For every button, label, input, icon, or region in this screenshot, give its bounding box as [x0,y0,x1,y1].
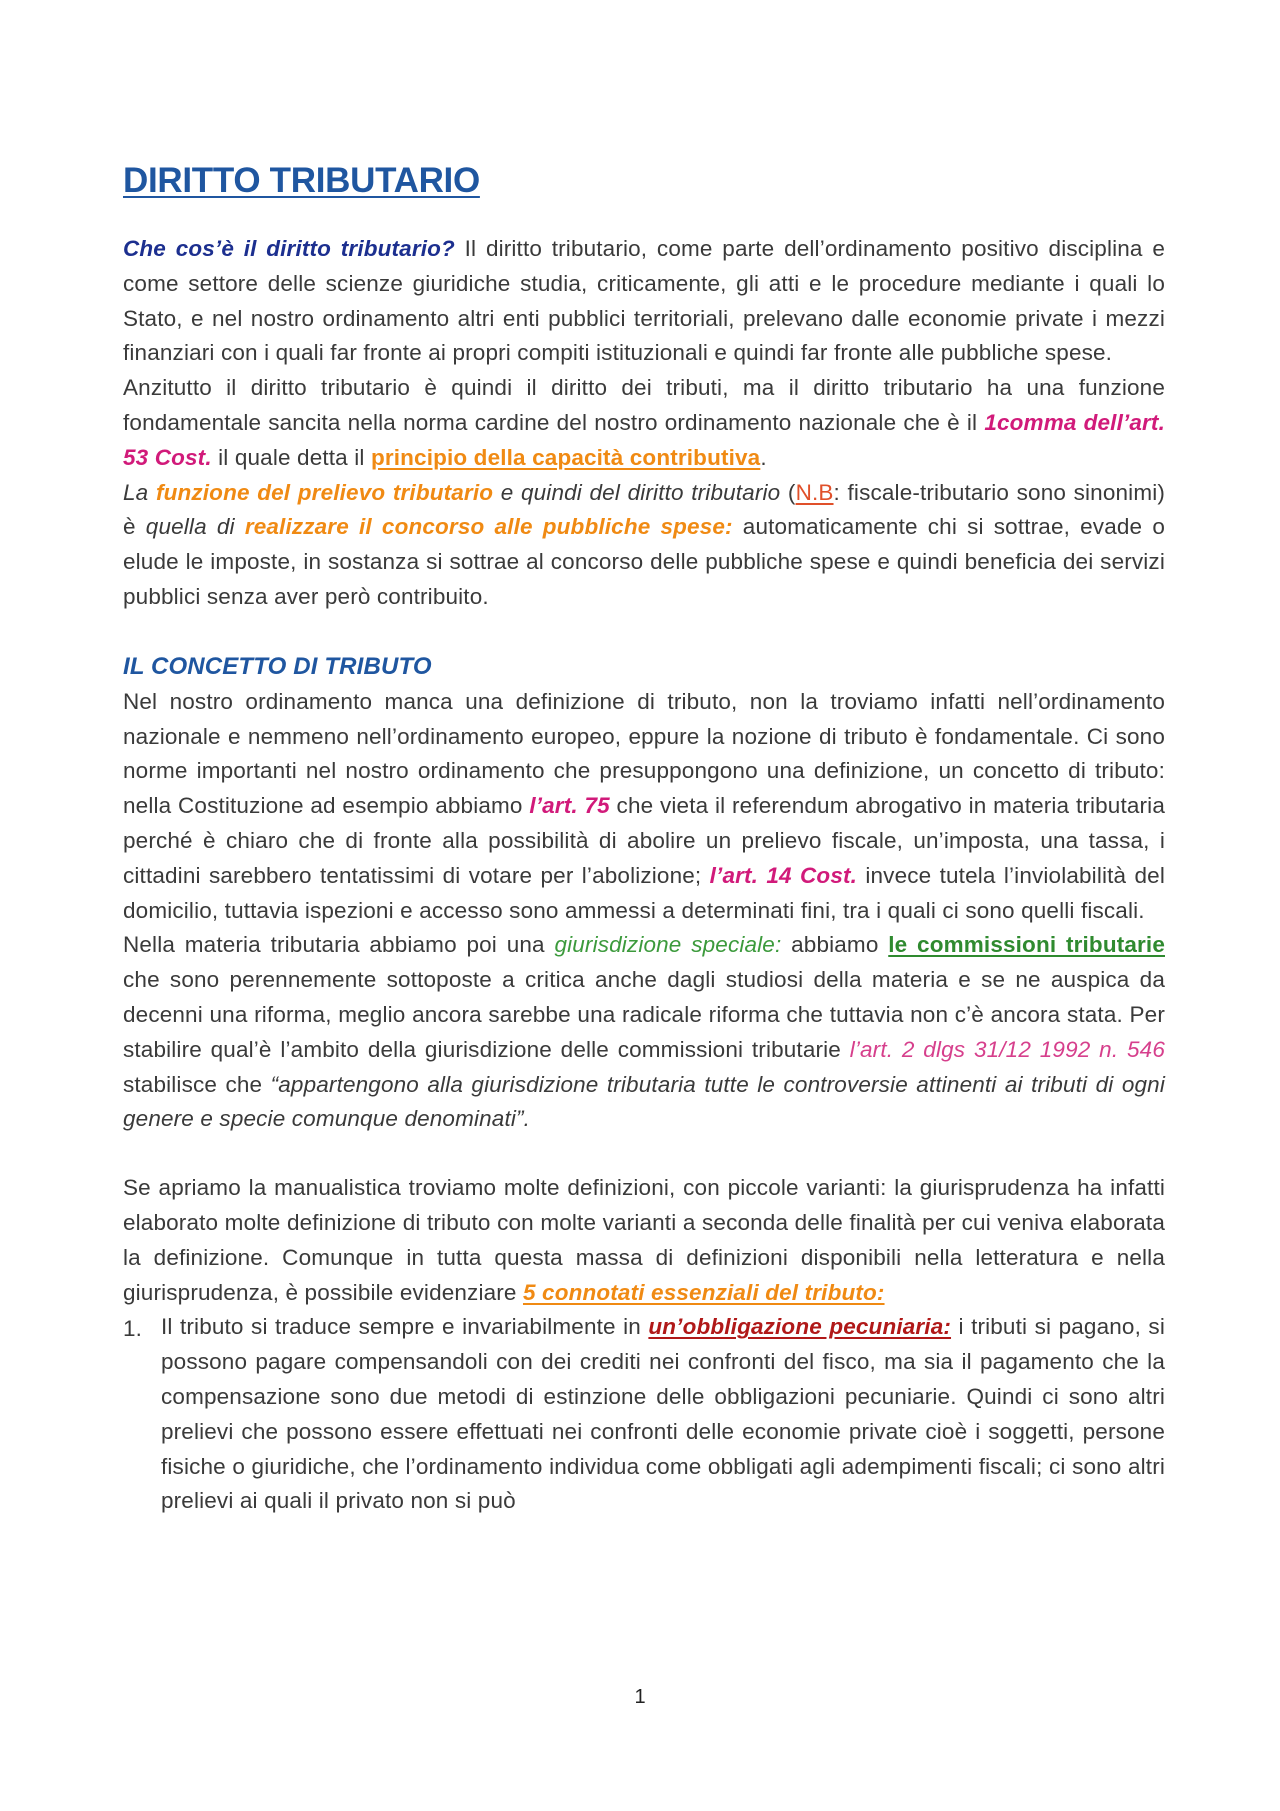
art53-reference: 1comma dell’art. 53 Cost. [123,409,1165,470]
section-p1-b: che vieta il referendum abrogativo in materia tributaria perché è chiaro che di fronte alla possibilità di abolire un prelievo fiscale, un’imposta, una tassa, i cittadini sarebbero tentatissimi di votare per l’abolizione; [123,793,1165,888]
intro-paragraph-1 [123,232,1165,371]
list-item-text-b: i tributi si pagano, si possono pagare compensandoli con dei crediti nei confronti del fisco, ma sia il pagamento che la compensazione sono due metodi di estinzione delle obbligazioni pecuniarie. Quindi ci sono altri prelievi che possono essere effettuati nei confronti delle economie private cioè i soggetti, persone fisiche o giuridiche, che l’ordinamento individua come obbligati agli adempimenti fiscali; ci sono altri prelievi ai quali il privato non si può [161,1314,1165,1514]
section-p2-c: che sono perennemente sottoposte a critica anche dagli studiosi della materia e se ne auspica da decenni una riforma, meglio ancora sarebbe una radicale riforma che tuttavia non c’è ancora stata. Per stabilire qual’è l’ambito della giurisdizione delle commissioni tributarie [123,967,1165,1062]
list-item-text-a: Il tributo si traduce sempre e invariabilmente in [161,1314,649,1340]
intro-p2-mid: il quale detta il [211,444,371,470]
section-p2-a: Nella materia tributaria abbiamo poi una [123,932,555,958]
five-connotations: 5 connotati essenziali del tributo: [522,1279,885,1305]
realize-concorso: realizzare il concorso alle pubbliche spese: [244,514,733,540]
section-p2-b: abbiamo [781,932,889,958]
intro-p2-end: . [760,444,767,470]
obbligazione-pecuniaria: un’obbligazione pecuniaria: [648,1314,952,1340]
intro-p1-text: Il diritto tributario, come parte dell’ordinamento positivo disciplina e come settore delle scienze giuridiche studia, criticamente, gli atti e le procedure mediante i quali lo Stato, e nel nostro ordinamento altri enti pubblici territoriali, prelevano dalle economie private i mezzi finanziari con i quali far fronte ai propri compiti istituzionali e quindi far fronte alle pubbliche spese. [123,236,1165,366]
list-item-number: 1. [123,1316,143,1342]
section-paragraph-2 [123,928,1165,1137]
intro-question: Che cos’è il diritto tributario? [123,236,455,261]
intro-p3-e: è [123,514,146,540]
giurisdizione-speciale: giurisdizione speciale: [554,932,782,958]
spacer [123,615,1165,649]
document-title: DIRITTO TRIBUTARIO [123,161,480,200]
function-prelievo: funzione del prelievo tributario [155,479,494,505]
connotations-list [123,1310,1165,1519]
section-paragraph-1 [123,685,1165,929]
art14-reference: l’art. 14 Cost. [709,862,858,888]
section-p1-a: Nel nostro ordinamento manca una definizione di tributo, non la troviamo infatti nell’ordinamento nazionale e nemmeno nell’ordinamento europeo, eppure la nozione di tributo è fondamentale. Ci sono norme importanti nel nostro ordinamento che presuppongono una definizione, un concetto di tributo: nella Costituzione ad esempio abbiamo [123,688,1165,819]
page-number: 1 [634,1686,646,1708]
quote-giurisdizione: “appartengono alla giurisdizione tributaria tutte le controversie attinenti ai tributi di ogni genere e specie comunque denominati”. [123,1071,1165,1132]
commissioni-tributarie: le commissioni tributarie [888,932,1165,958]
section-p2-d: stabilisce che [123,1071,271,1097]
intro-p3-nb-text: : fiscale-tributario sono sinonimi) [833,479,1166,505]
dlgs-reference: l’art. 2 dlgs 31/12 1992 n. 546 [849,1036,1165,1062]
nb-note: N.B [795,479,834,505]
section-p1-c: invece tutela l’inviolabilità del domicilio, tuttavia ispezioni e accesso sono ammessi a determinati fini, tra i quali ci sono quelli fiscali. [123,862,1165,923]
intro-p3-quella: quella di [145,514,245,540]
intro-p3-end: automaticamente chi si sottrae, evade o elude le imposte, in sostanza si sottrae al concorso delle pubbliche spese e quindi beneficia dei servizi pubblici senza aver però contribuito. [123,514,1165,609]
intro-paragraph-3 [123,476,1165,615]
list-item [123,1310,1165,1519]
section-paragraph-3 [123,1171,1165,1310]
section-p3-a: Se apriamo la manualistica troviamo molte definizioni, con piccole varianti: la giurisprudenza ha infatti elaborato molte definizione di tributo con molte varianti a seconda delle finalità per cui veniva elaborata la definizione. Comunque in tutta questa massa di definizioni disponibili nella letteratura e nella giurisprudenza, è possibile evidenziare [123,1175,1165,1305]
intro-p2-text: Anzitutto il diritto tributario è quindi il diritto dei tributi, ma il diritto tributario ha una funzione fondamentale sancita nella norma cardine del nostro ordinamento nazionale che è il [123,375,1165,435]
intro-p3-paren: ( [780,479,796,505]
page-content [123,158,1165,1519]
intro-p3-mid: e quindi del diritto tributario [493,479,781,505]
intro-paragraph-2 [123,371,1165,475]
spacer [123,1137,1165,1171]
section-heading: IL CONCETTO DI TRIBUTO [123,652,432,680]
intro-p3-la: La [123,479,156,505]
art75-reference: l’art. 75 [529,793,610,819]
principle-capacity: principio della capacità contributiva [370,444,761,470]
